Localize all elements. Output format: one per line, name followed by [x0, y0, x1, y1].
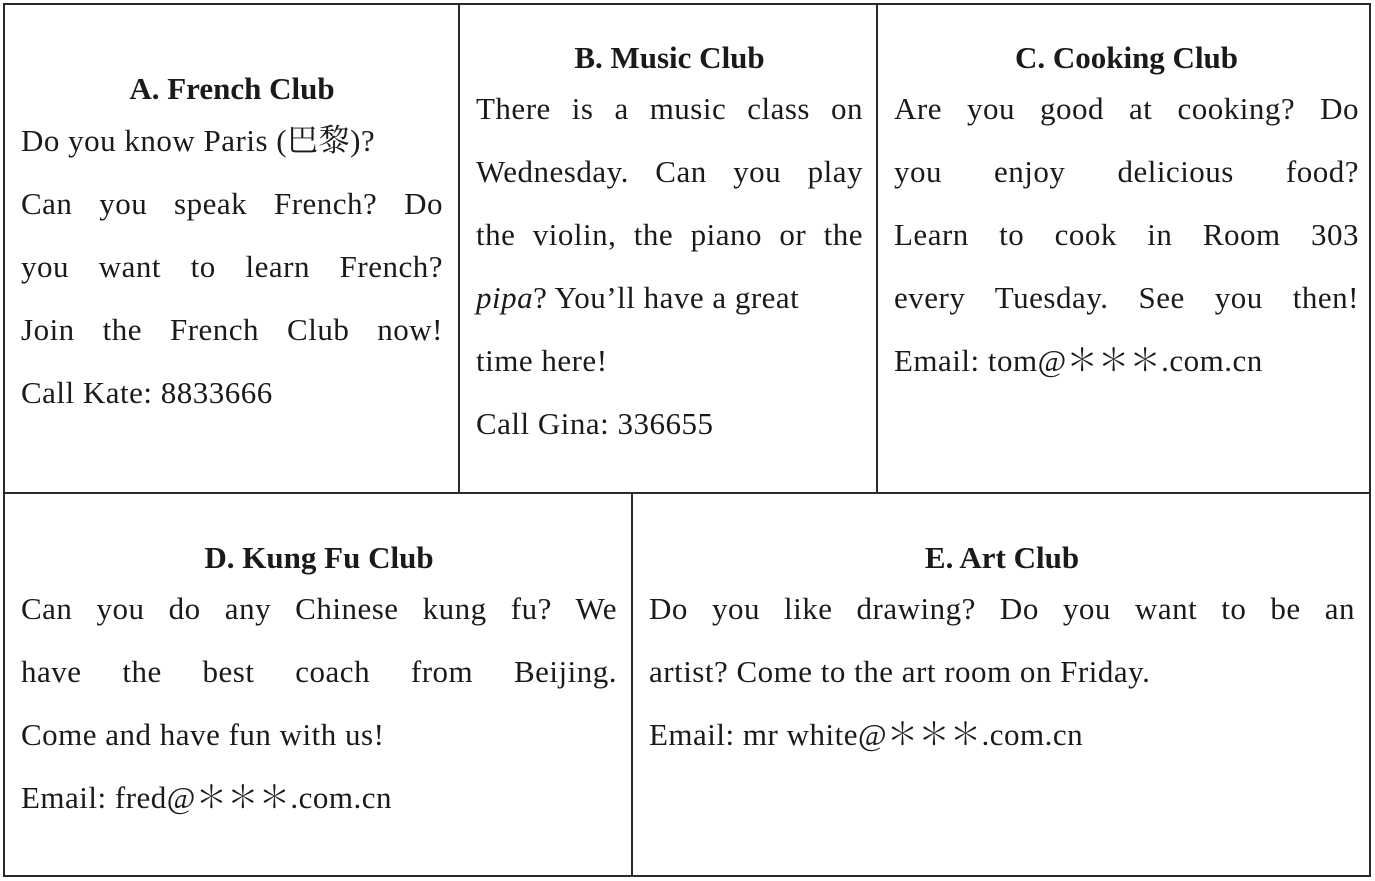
cooking-club-line-3: Learn to cook in Room 303 [894, 217, 1359, 252]
kung-fu-club-contact: Email: fred@＊＊＊.com.cn [21, 780, 392, 815]
kung-fu-club-card [21, 538, 617, 829]
french-club-card [21, 69, 443, 424]
art-club-line-1: Do you like drawing? Do you want to be an [649, 591, 1355, 626]
art-club-contact: Email: mr white@＊＊＊.com.cn [649, 717, 1084, 752]
cooking-club-title: C. Cooking Club [1014, 40, 1239, 75]
french-club-line-1: Do you know Paris (巴黎)? [21, 123, 376, 158]
music-club-description [476, 77, 863, 455]
music-club-card [476, 38, 863, 455]
kung-fu-club-description [21, 577, 617, 829]
art-club-title: E. Art Club [924, 540, 1080, 575]
french-club-line-4: Join the French Club now! [21, 312, 443, 347]
music-club-title: B. Music Club [574, 40, 765, 75]
french-club-description [21, 109, 443, 424]
cooking-club-line-1: Are you good at cooking? Do [894, 91, 1359, 126]
music-club-line-2: Wednesday. Can you play [476, 154, 863, 189]
column-divider-ab [458, 5, 460, 492]
music-club-contact: Call Gina: 336655 [476, 406, 714, 441]
kung-fu-club-line-3: Come and have fun with us! [21, 717, 385, 752]
kung-fu-club-line-2: have the best coach from Beijing. [21, 654, 617, 689]
cooking-club-description [894, 77, 1359, 392]
cooking-club-line-2: you enjoy delicious food? [894, 154, 1359, 189]
club-notice-board [3, 3, 1371, 877]
music-club-line-3: the violin, the piano or the [476, 217, 863, 252]
french-club-contact: Call Kate: 8833666 [21, 375, 273, 410]
music-club-line-4 [476, 266, 863, 329]
kung-fu-club-line-1: Can you do any Chinese kung fu? We [21, 591, 617, 626]
kung-fu-club-title: D. Kung Fu Club [204, 540, 434, 575]
column-divider-bc [876, 5, 878, 492]
art-club-card [649, 538, 1355, 766]
column-divider-de [631, 494, 633, 877]
art-club-line-2: artist? Come to the art room on Friday. [649, 654, 1151, 689]
french-club-title: A. French Club [129, 71, 335, 106]
cooking-club-line-4: every Tuesday. See you then! [894, 280, 1359, 315]
cooking-club-contact: Email: tom@＊＊＊.com.cn [894, 343, 1263, 378]
cooking-club-card [894, 38, 1359, 392]
french-club-line-2: Can you speak French? Do [21, 186, 443, 221]
music-club-pipa-word: pipa [476, 280, 534, 315]
music-club-line-1: There is a music class on [476, 91, 863, 126]
music-club-line-5: time here! [476, 343, 608, 378]
art-club-description [649, 577, 1355, 766]
music-club-line-4-rest: ? You’ll have a great [533, 280, 800, 315]
row-divider [5, 492, 1369, 494]
french-club-line-3: you want to learn French? [21, 249, 443, 284]
